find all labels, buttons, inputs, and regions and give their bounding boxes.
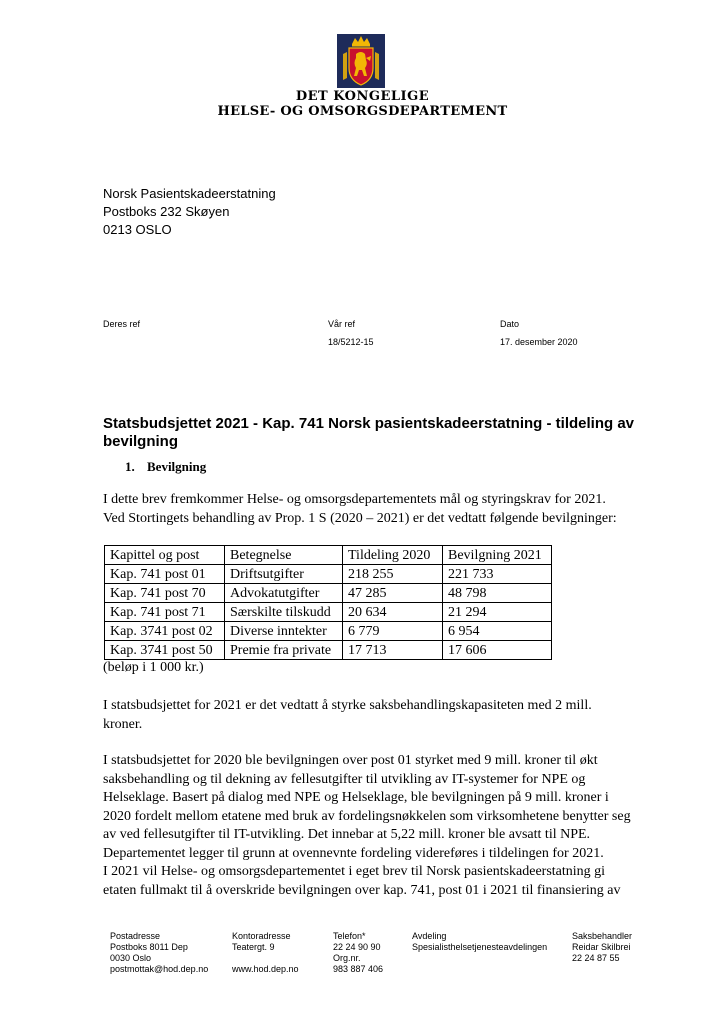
dato-value: 17. desember 2020 xyxy=(500,337,578,347)
table-row xyxy=(105,584,552,603)
table-header-cell: Kapittel og post xyxy=(105,546,225,565)
section-heading xyxy=(125,459,206,475)
footer-email: postmottak@hod.dep.no xyxy=(110,964,209,974)
table-cell: Særskilte tilskudd xyxy=(225,603,343,622)
table-cell: Kap. 741 post 70 xyxy=(105,584,225,603)
table-cell: Kap. 3741 post 02 xyxy=(105,622,225,641)
recipient-street: Postboks 232 Skøyen xyxy=(103,204,230,219)
paragraph-line: kroner. xyxy=(103,716,143,732)
table-cell: 17 606 xyxy=(443,641,552,660)
footer-saksbehandler xyxy=(572,931,632,964)
paragraph-line: I 2021 vil Helse- og omsorgsdepartementet i eget brev til Norsk pasientskadeerstatning gi xyxy=(103,864,606,879)
table-cell: 21 294 xyxy=(443,603,552,622)
footer-label: Avdeling xyxy=(412,931,447,941)
table-cell: Premie fra private xyxy=(225,641,343,660)
department-name-line1: DET KONGELIGE xyxy=(295,89,430,104)
table-row xyxy=(105,603,552,622)
intro-line: I dette brev fremkommer Helse- og omsorgsdepartementets mål og styringskrav for 2021. xyxy=(103,492,606,507)
table-cell: Kap. 741 post 71 xyxy=(105,603,225,622)
footer-value xyxy=(232,953,299,964)
table-header-cell: Tildeling 2020 xyxy=(343,546,443,565)
letter-title: Statsbudsjettet 2021 - Kap. 741 Norsk pasientskadeerstatning - tildeling av bevilgning xyxy=(103,415,634,450)
table-row xyxy=(105,565,552,584)
var-ref-label: Vår ref xyxy=(328,319,356,329)
footer-value: 0030 Oslo xyxy=(110,953,152,963)
paragraph-line: Helseklage. Basert på dialog med NPE og Helseklage, ble bevilgningen på 9 mill. kroner i xyxy=(103,790,609,805)
table-cell: Advokatutgifter xyxy=(225,584,343,603)
footer-value: 22 24 87 55 xyxy=(572,953,620,963)
table-cell: 6 779 xyxy=(343,622,443,641)
footer-label: Org.nr. xyxy=(333,953,361,963)
footer-label: Telefon* xyxy=(333,931,366,941)
section-number: 1. xyxy=(125,459,135,474)
recipient-address xyxy=(103,185,276,239)
table-cell: 20 634 xyxy=(343,603,443,622)
department-name-line2: HELSE- OG OMSORGSDEPARTEMENT xyxy=(217,104,508,119)
footer-kontoradresse xyxy=(232,931,299,975)
table-cell: Kap. 741 post 01 xyxy=(105,565,225,584)
paragraph-line: 2020 fordelt mellom etatene med bruk av fordelingsnøkkelen som virksomhetene benytter seg xyxy=(103,808,631,824)
footer-label: Saksbehandler xyxy=(572,931,633,941)
footer-value: 22 24 90 90 xyxy=(333,942,381,952)
table-cell: 221 733 xyxy=(443,565,552,584)
table-cell: 17 713 xyxy=(343,641,443,660)
table-header-cell: Betegnelse xyxy=(225,546,343,565)
footer-label: Kontoradresse xyxy=(232,931,291,941)
dato-label: Dato xyxy=(500,319,520,329)
footer-value: 983 887 406 xyxy=(333,964,384,974)
footer-postadresse xyxy=(110,931,208,975)
table-cell: Kap. 3741 post 50 xyxy=(105,641,225,660)
table-header-cell: Bevilgning 2021 xyxy=(443,546,552,565)
paragraph-line: I statsbudsjettet for 2020 ble bevilgningen over post 01 styrket med 9 mill. kroner til økt xyxy=(103,753,598,768)
table-cell: 48 798 xyxy=(443,584,552,603)
paragraph-line: etaten fullmakt til å overskride bevilgningen over kap. 741, post 01 i 2021 til finansiering av xyxy=(103,882,621,898)
recipient-city: 0213 OSLO xyxy=(103,222,172,237)
footer-avdeling xyxy=(412,931,547,953)
table-header-row xyxy=(105,546,552,565)
footer-value: Postboks 8011 Dep xyxy=(110,942,188,952)
table-note: (beløp i 1 000 kr.) xyxy=(103,660,204,675)
table-cell: Diverse inntekter xyxy=(225,622,343,641)
paragraph-capacity xyxy=(103,697,663,734)
footer-value: Teatergt. 9 xyxy=(232,942,275,952)
table-cell: Driftsutgifter xyxy=(225,565,343,584)
paragraph-line: I statsbudsjettet for 2021 er det vedtatt å styrke saksbehandlingskapasiteten med 2 mill. xyxy=(103,698,592,713)
paragraph-line: saksbehandling og til dekning av fellesutgifter til utvikling av IT-systemer for NPE og xyxy=(103,771,586,787)
table-row xyxy=(105,641,552,660)
coat-of-arms-icon xyxy=(337,34,385,88)
intro-paragraph xyxy=(103,491,663,528)
paragraph-line: av ved fellesutgifter til IT-utvikling. Det innebar at 5,22 mill. kroner ble avsatt til NPE. xyxy=(103,827,591,842)
table-cell: 218 255 xyxy=(343,565,443,584)
var-ref-value: 18/5212-15 xyxy=(328,337,374,347)
footer-label: Postadresse xyxy=(110,931,161,941)
footer-value: Spesialisthelsetjenesteavdelingen xyxy=(412,942,548,952)
table-row xyxy=(105,622,552,641)
footer-value: Reidar Skilbrei xyxy=(572,942,631,952)
deres-ref-label: Deres ref xyxy=(103,319,141,329)
paragraph-line: Departementet legger til grunn at ovennevnte fordeling videreføres i tildelingen for 2021. xyxy=(103,845,604,861)
table-cell: 47 285 xyxy=(343,584,443,603)
intro-line: Ved Stortingets behandling av Prop. 1 S (2020 – 2021) er det vedtatt følgende bevilgninger: xyxy=(103,510,617,526)
footer-telefon xyxy=(333,931,383,975)
appropriation-table xyxy=(104,545,552,660)
footer-website: www.hod.dep.no xyxy=(232,964,299,974)
recipient-name: Norsk Pasientskadeerstatning xyxy=(103,186,276,201)
paragraph-budget-2020 xyxy=(103,752,663,900)
table-cell: 6 954 xyxy=(443,622,552,641)
section-label: Bevilgning xyxy=(147,459,207,474)
